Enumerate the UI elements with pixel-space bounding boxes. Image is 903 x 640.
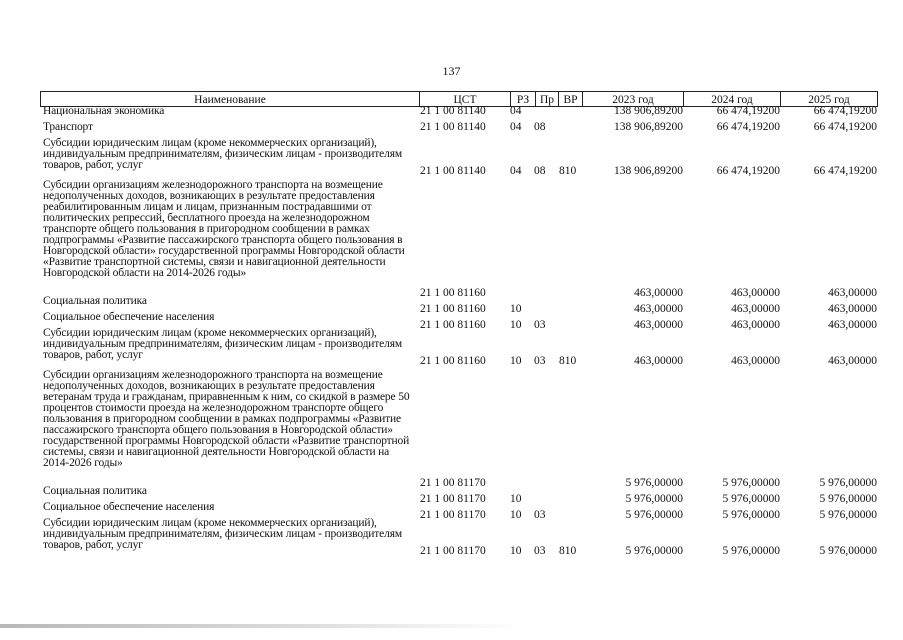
header-vr: ВР — [563, 94, 578, 106]
header-name: Наименование — [194, 94, 266, 106]
row-rz: 04 — [510, 121, 522, 133]
row-rz: 10 — [510, 509, 522, 521]
row-year-2024: 463,00000 — [731, 319, 780, 331]
row-cst: 21 1 00 81170 — [420, 477, 486, 489]
row-name: Субсидии юридическим лицам (кроме некоммерческих организаций), индивидуальным предпринимателям, физическим лицам - производителям товаров, работ, услуг — [43, 517, 402, 551]
row-cst: 21 1 00 81160 — [420, 303, 486, 315]
row-year-2023: 463,00000 — [634, 287, 683, 299]
row-cst: 21 1 00 81170 — [420, 509, 486, 521]
row-vr: 810 — [559, 165, 577, 177]
header-2024: 2024 год — [711, 94, 753, 106]
row-rz: 10 — [510, 493, 522, 505]
row-year-2025: 5 976,00000 — [819, 493, 877, 505]
header-2023: 2023 год — [612, 94, 654, 106]
row-year-2023: 138 906,89200 — [614, 105, 683, 117]
row-name: Субсидии юридическим лицам (кроме некоммерческих организаций), индивидуальным предпринимателям, физическим лицам - производителям товаров, работ, услуг — [43, 137, 402, 171]
row-name: Субсидии организациям железнодорожного транспорта на возмещение недополученных доходов, возникающих в результате предоставления реабилитированным лицам и лицам, признанным пострадавшими от политических репрессий, бесплатного проезда на железнодорожном транспорте общего пользования в пригородном сообщении в рамках подпрограммы «Развитие пассажирского транспорта общего пользования в Новгородской области» государственной программы Новгородской области «Развитие транспортной системы, связи и навигационной деятельности Новгородской области на 2014-2026 годы» — [43, 179, 405, 279]
row-year-2025: 463,00000 — [828, 303, 877, 315]
row-name: Субсидии организациям железнодорожного транспорта на возмещение недополученных доходов, возникающих в результате предоставления ветеранам труда и гражданам, приравненным к ним, со скидкой в размере 50 процентов стоимости проезда на железнодорожном транспорте общего пользования в пригородном сообщении в рамках подпрограммы «Развитие пассажирского транспорта общего пользования в Новгородской области» государственной программы Новгородской области «Развитие транспортной системы, связи и навигационной деятельности Новгородской области на 2014-2026 годы» — [43, 369, 410, 469]
row-cst: 21 1 00 81140 — [420, 165, 486, 177]
row-cst: 21 1 00 81160 — [420, 319, 486, 331]
scan-shadow — [0, 624, 520, 628]
row-year-2025: 66 474,19200 — [813, 105, 877, 117]
row-year-2025: 66 474,19200 — [813, 121, 877, 133]
row-name: Социальная политика — [43, 295, 147, 307]
row-year-2023: 138 906,89200 — [614, 121, 683, 133]
row-year-2023: 138 906,89200 — [614, 165, 683, 177]
row-year-2023: 5 976,00000 — [625, 545, 683, 557]
row-pr: 03 — [534, 545, 546, 557]
row-name: Социальное обеспечение населения — [43, 501, 215, 513]
row-year-2023: 463,00000 — [634, 319, 683, 331]
row-year-2025: 463,00000 — [828, 319, 877, 331]
row-pr: 03 — [534, 319, 546, 331]
row-rz: 04 — [510, 105, 522, 117]
row-rz: 04 — [510, 165, 522, 177]
row-rz: 10 — [510, 319, 522, 331]
row-year-2024: 66 474,19200 — [716, 121, 780, 133]
row-pr: 08 — [534, 121, 546, 133]
row-year-2024: 5 976,00000 — [722, 545, 780, 557]
row-year-2024: 66 474,19200 — [716, 165, 780, 177]
row-year-2025: 66 474,19200 — [813, 165, 877, 177]
row-year-2024: 463,00000 — [731, 355, 780, 367]
row-year-2025: 463,00000 — [828, 287, 877, 299]
row-name: Национальная экономика — [43, 105, 165, 117]
row-year-2024: 463,00000 — [731, 303, 780, 315]
row-name: Транспорт — [43, 121, 93, 133]
header-pr: Пр — [539, 94, 555, 106]
row-year-2023: 5 976,00000 — [625, 477, 683, 489]
row-year-2024: 5 976,00000 — [722, 493, 780, 505]
header-cst: ЦСТ — [453, 94, 477, 106]
row-cst: 21 1 00 81160 — [420, 355, 486, 367]
row-pr: 03 — [534, 355, 546, 367]
row-year-2025: 5 976,00000 — [819, 509, 877, 521]
header-rz: РЗ — [516, 94, 530, 106]
row-name: Социальное обеспечение населения — [43, 311, 215, 323]
row-rz: 10 — [510, 303, 522, 315]
row-rz: 10 — [510, 355, 522, 367]
row-name: Субсидии юридическим лицам (кроме некоммерческих организаций), индивидуальным предпринимателям, физическим лицам - производителям товаров, работ, услуг — [43, 327, 402, 361]
row-pr: 08 — [534, 165, 546, 177]
row-year-2023: 5 976,00000 — [625, 493, 683, 505]
row-year-2023: 5 976,00000 — [625, 509, 683, 521]
row-cst: 21 1 00 81170 — [420, 545, 486, 557]
row-rz: 10 — [510, 545, 522, 557]
page-number: 137 — [442, 64, 461, 78]
row-cst: 21 1 00 81140 — [420, 105, 486, 117]
row-vr: 810 — [559, 355, 577, 367]
row-vr: 810 — [559, 545, 577, 557]
row-year-2024: 66 474,19200 — [716, 105, 780, 117]
row-year-2024: 5 976,00000 — [722, 509, 780, 521]
row-cst: 21 1 00 81140 — [420, 121, 486, 133]
row-year-2025: 463,00000 — [828, 355, 877, 367]
row-year-2024: 463,00000 — [731, 287, 780, 299]
row-cst: 21 1 00 81160 — [420, 287, 486, 299]
row-year-2025: 5 976,00000 — [819, 545, 877, 557]
row-year-2024: 5 976,00000 — [722, 477, 780, 489]
row-cst: 21 1 00 81170 — [420, 493, 486, 505]
row-year-2023: 463,00000 — [634, 303, 683, 315]
row-name: Социальная политика — [43, 485, 147, 497]
header-2025: 2025 год — [808, 94, 850, 106]
row-year-2025: 5 976,00000 — [819, 477, 877, 489]
row-pr: 03 — [534, 509, 546, 521]
row-year-2023: 463,00000 — [634, 355, 683, 367]
